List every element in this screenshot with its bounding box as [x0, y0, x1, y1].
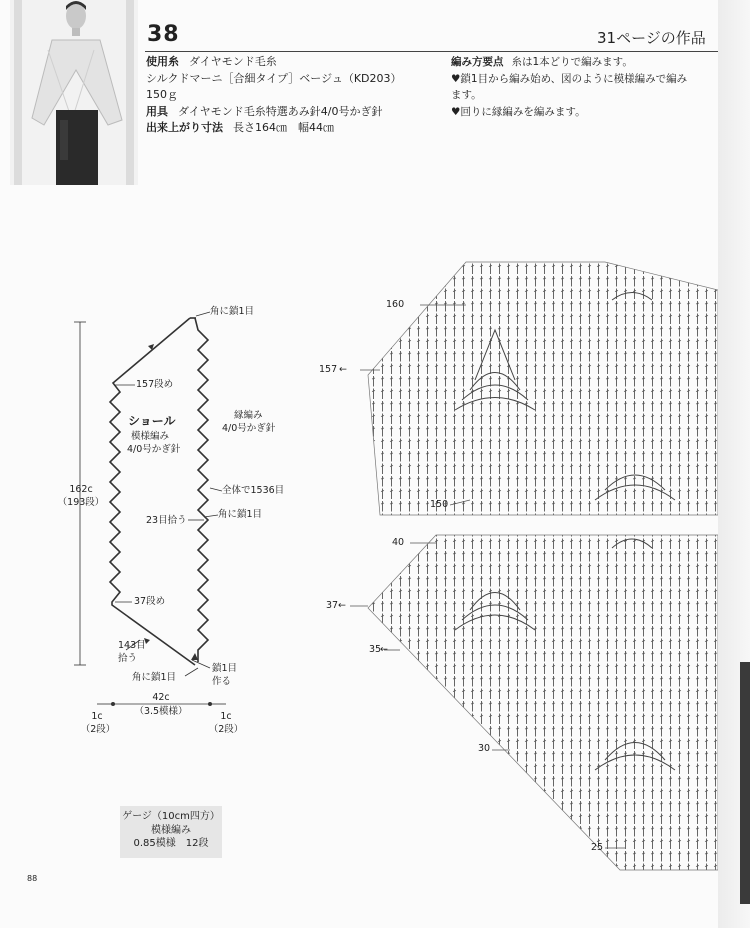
label-shawl-stitch: 模様編み: [131, 431, 170, 442]
chart-row-30: 30: [478, 743, 491, 754]
label-total-stitches: 全体で1536目: [222, 485, 285, 496]
yarn-amount: 150ｇ: [146, 88, 178, 101]
shawl-right-edge: [195, 318, 208, 662]
index-tab: [740, 662, 750, 904]
tools-label: 用具: [146, 104, 168, 118]
page-reference: 31ページの作品: [597, 29, 706, 47]
yarn-brand: ダイヤモンド毛糸: [189, 55, 277, 68]
label-shawl-hook: 4/0号かぎ針: [127, 444, 181, 455]
label-pick-23: 23目拾う: [146, 515, 187, 526]
instruction-line-1b: ます。: [451, 89, 482, 101]
label-corner-bottom: 角に鎖1目: [132, 672, 177, 683]
crochet-chart: [350, 262, 718, 870]
label-edge-right-rows: （2段）: [208, 724, 244, 735]
label-start-b: 作る: [212, 676, 232, 687]
chart-row-157: 157: [319, 364, 338, 375]
arrow-left-icon: ←: [338, 600, 346, 611]
instructions-yarn-note: 糸は1本どりで編みます。: [511, 56, 633, 68]
gauge-value: 0.85模様 12段: [133, 838, 209, 849]
shawl-schematic: [110, 318, 208, 665]
label-edge-left: 1c: [91, 711, 103, 722]
chart-row-37: 37: [326, 600, 339, 611]
size-label: 出来上がり寸法: [146, 121, 223, 134]
label-width-repeats: （3.5模様）: [134, 706, 188, 717]
chart-row-160: 160: [386, 299, 405, 310]
chart-row-35: 35: [369, 644, 382, 655]
page-number: 88: [27, 874, 38, 883]
label-row-157: 157段め: [136, 379, 174, 390]
chart-row-25: 25: [591, 842, 604, 853]
gauge-stitch: 模様編み: [151, 824, 191, 836]
label-pick-143b: 拾う: [118, 653, 138, 664]
label-width: 42c: [152, 692, 170, 703]
tools-value: ダイヤモンド毛糸特選あみ針4/0号かぎ針: [178, 104, 383, 118]
arrow-left-icon: ←: [339, 364, 347, 375]
arrow-left-icon: ←: [380, 644, 388, 655]
label-shawl-title: ショール: [128, 414, 176, 428]
label-row-37: 37段め: [134, 596, 166, 607]
label-top-corner: 角に鎖1目: [210, 306, 255, 317]
size-value: 長さ164㎝ 幅44㎝: [233, 121, 334, 134]
instruction-line-2: ♥回りに縁編みを編みます。: [451, 105, 586, 118]
label-pick-143: 143目: [118, 640, 146, 651]
label-length-rows: （193段）: [57, 497, 105, 508]
instruction-line-1: ♥鎖1目から編み始め、図のように模様編みで編み: [451, 72, 688, 85]
chart-row-40: 40: [392, 537, 405, 548]
yarn-detail: シルクドマーニ［合細タイプ］ベージュ（KD203）: [146, 71, 402, 85]
chart-bottom-section: [368, 535, 718, 870]
label-length: 162c: [69, 484, 93, 495]
gauge-box: [120, 806, 222, 858]
label-corner-mid: 角に鎖1目: [218, 509, 263, 520]
label-start: 鎖1目: [212, 663, 238, 674]
label-border: 縁編み: [234, 410, 263, 421]
label-edge-left-rows: （2段）: [80, 724, 116, 735]
shawl-left-edge: [110, 318, 195, 665]
label-border-hook: 4/0号かぎ針: [222, 423, 276, 434]
label-edge-right: 1c: [220, 711, 232, 722]
instructions-heading: 編み方要点: [451, 56, 504, 68]
gauge-title: ゲージ（10cm四方）: [122, 811, 220, 822]
yarn-label: 使用糸: [146, 55, 179, 68]
chart-row-150: 150: [430, 499, 449, 510]
pattern-number: 38: [147, 22, 180, 47]
chart-top-section: [368, 262, 718, 515]
